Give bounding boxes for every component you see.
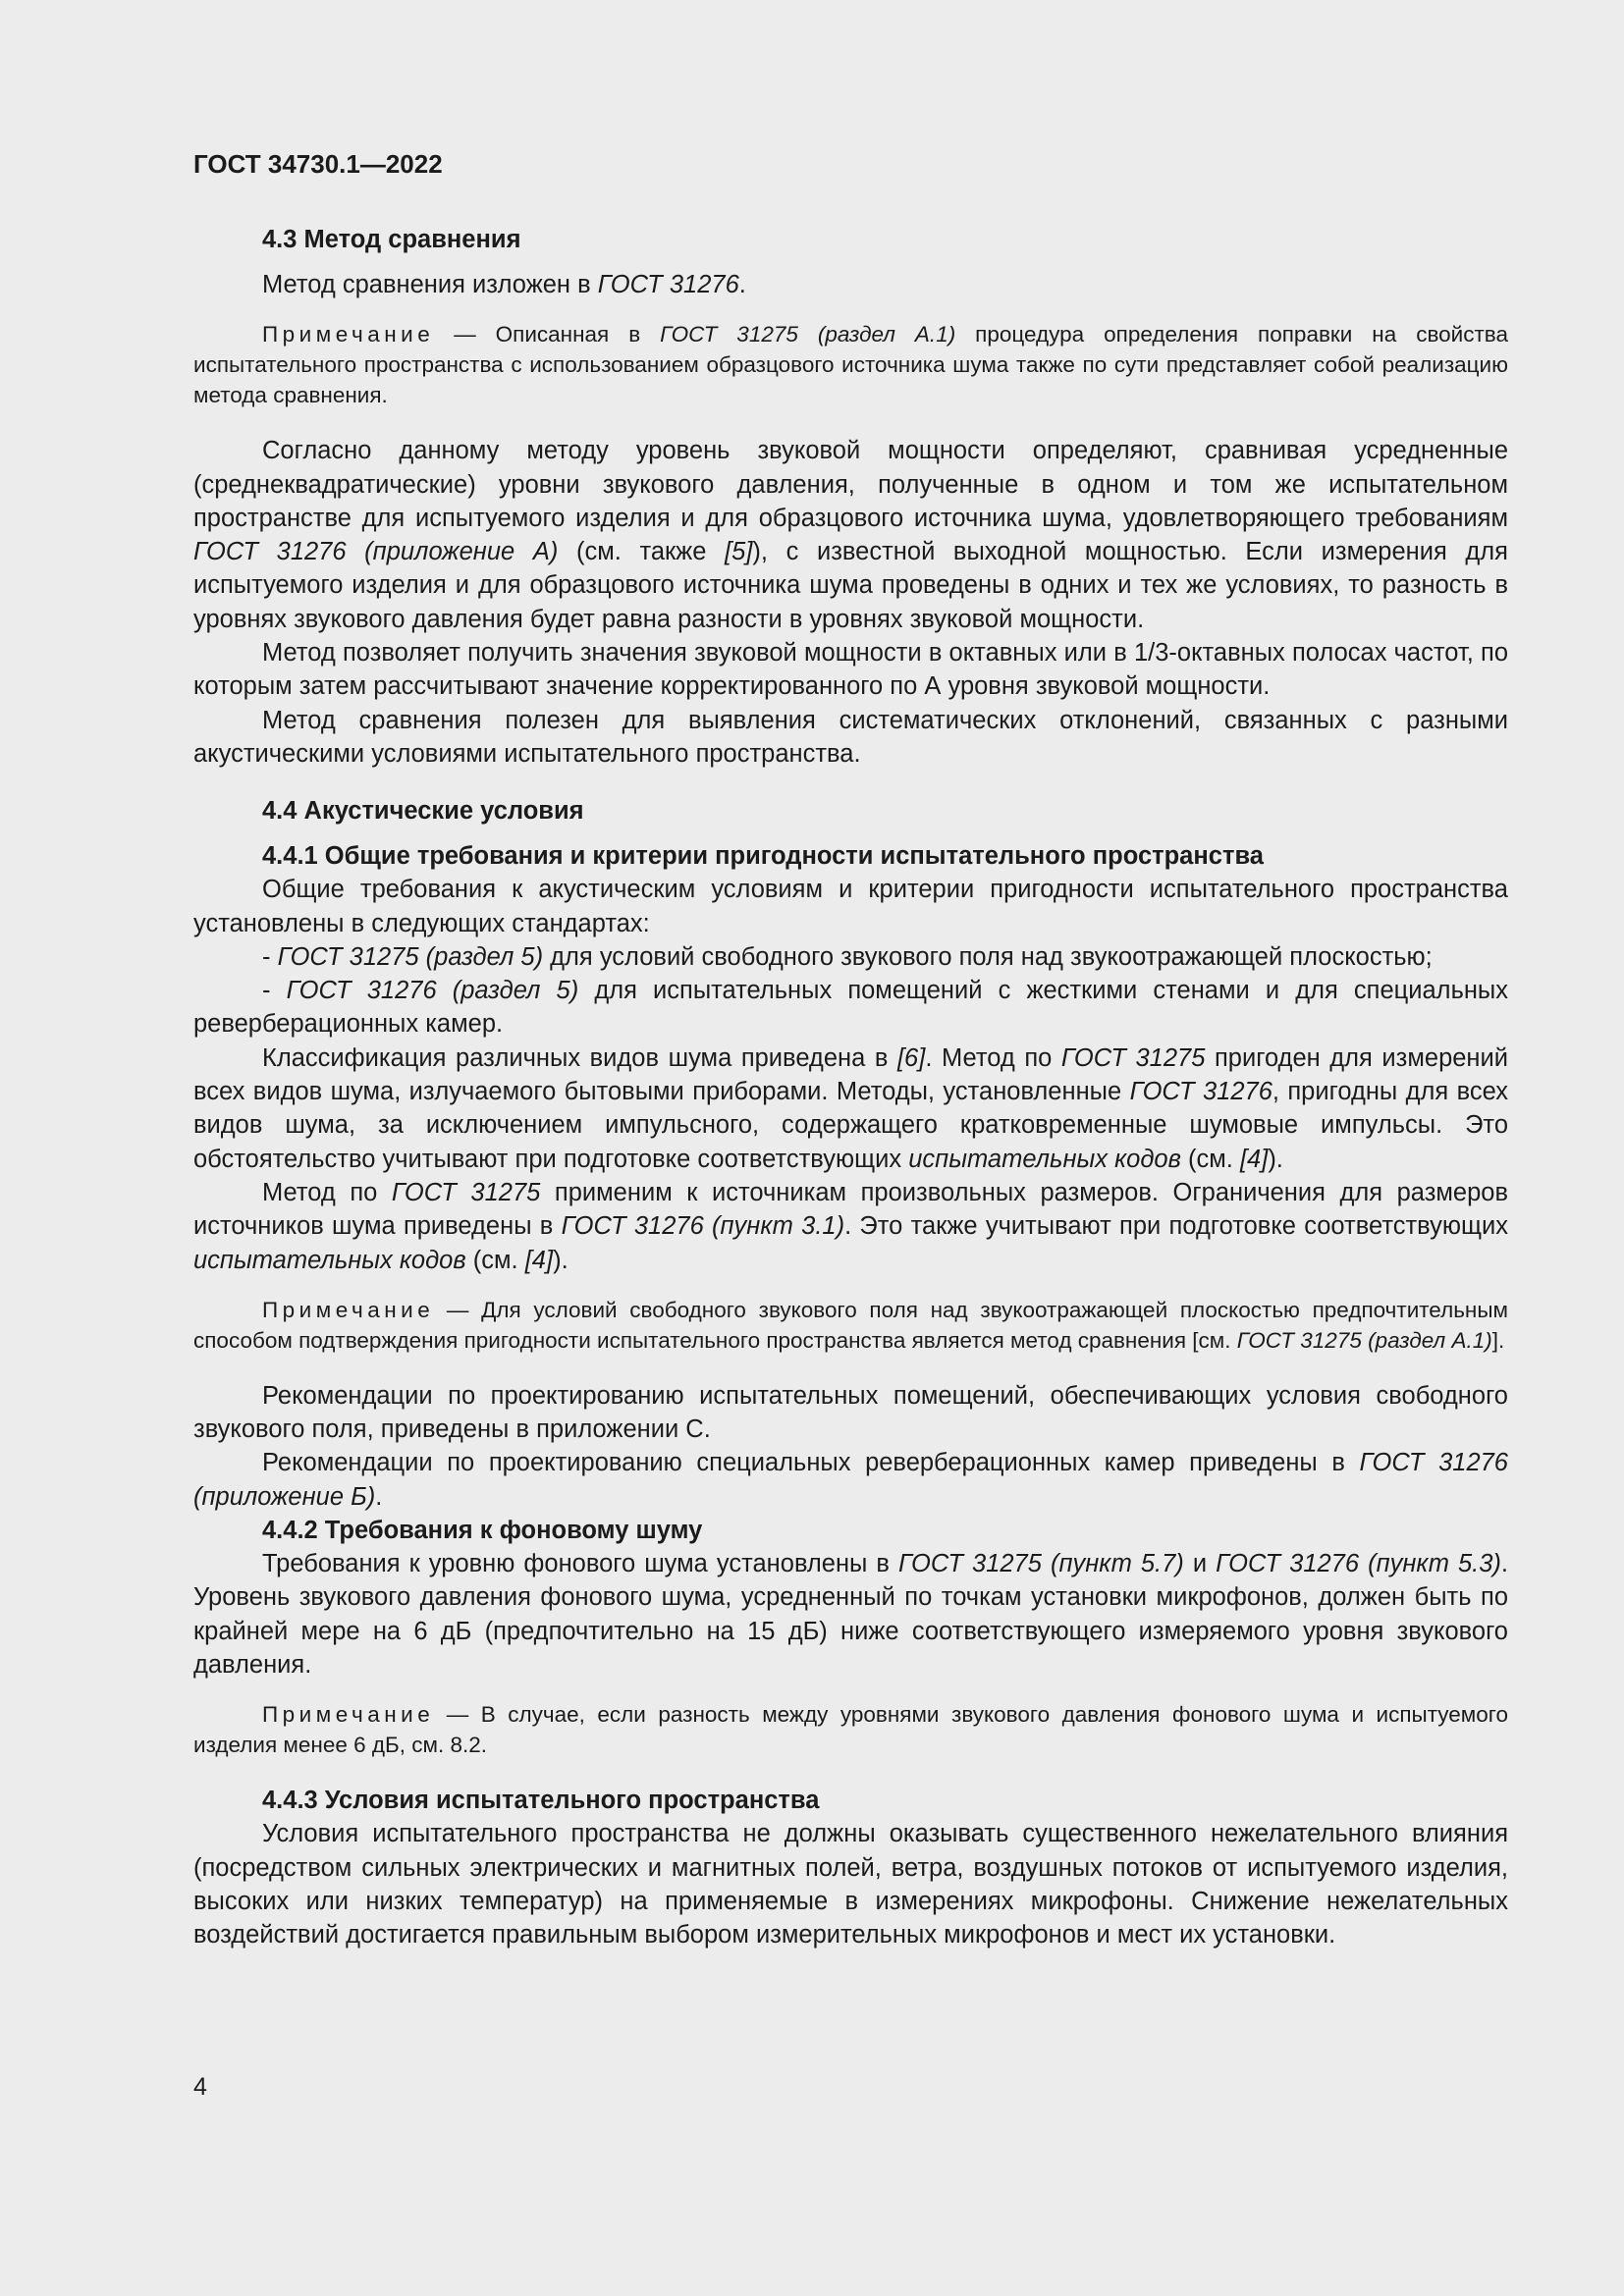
standard-reference: ГОСТ 31276 (приложение Б) (193, 1449, 1508, 1511)
standard-reference: ГОСТ 31276 (597, 271, 739, 298)
standard-reference: ГОСТ 31275 (1060, 1043, 1206, 1072)
section-4-4-1-paragraph-1: Общие требования к акустическим условиям и критерии пригодности испытательного пространства установлены в следующих стандартах: (193, 876, 1508, 937)
section-4-3-paragraph-3: Метод позволяет получить значения звуковой мощности в октавных или в 1/3-октавных полосах частот, по которым затем рассчитывают значение корректированного по А уровня звуковой мощности. (193, 639, 1508, 701)
section-4-4-1-paragraph-3: Метод по ГОСТ 31275 применим к источникам произвольных размеров. Ограничения для размеров источников шума приведены в ГОСТ 31276 (пункт 3.1). Это также учитывают при подготовке соответствующих испытательных кодов (см. [4]). (193, 1178, 1509, 1274)
section-4-3-note: Примечание — Описанная в ГОСТ 31275 (раздел А.1) процедура определения поправки на свойства испытательного пространства с использованием образцового источника шума также по сути представляет собой реализацию метода сравнения. (193, 322, 1508, 408)
section-4-3-heading: 4.3 Метод сравнения (262, 226, 521, 253)
standard-reference: ГОСТ 31275 (раздел 5) (277, 942, 544, 971)
section-4-4-1-note: Примечание — Для условий свободного звукового поля над звукоотражающей плоскостью предпочтительным способом подтверждения пригодности испытательного пространства является метод сравнения [см. ГОСТ 31275 (раздел А.1)]. (193, 1297, 1508, 1353)
standard-reference: ГОСТ 31275 (раздел А.1) (1236, 1327, 1492, 1353)
note-label: Примечание (262, 322, 435, 347)
standard-reference: ГОСТ 31276 (1129, 1078, 1272, 1106)
section-4-4-2-note: Примечание — В случае, если разность между уровнями звукового давления фонового шума и испытуемого изделия менее 6 дБ, см. 8.2. (193, 1702, 1508, 1758)
section-4-4-2-paragraph: Требования к уровню фонового шума установлены в ГОСТ 31275 (пункт 5.7) и ГОСТ 31276 (пункт 5.3). Уровень звукового давления фонового шума, усредненный по точкам установки микрофонов, должен быть по крайней мере на 6 дБ (предпочтительно на 15 дБ) ниже соответствующего измеряемого уровня звукового давления. (193, 1550, 1509, 1679)
list-item: - ГОСТ 31276 (раздел 5) для испытательных помещений с жесткими стенами и для специальных реверберационных камер. (193, 977, 1509, 1039)
standard-reference: ГОСТ 31276 (приложение А) (193, 538, 559, 566)
standard-reference: ГОСТ 31275 (391, 1178, 541, 1206)
note-label: Примечание (262, 1297, 435, 1322)
section-4-4-1-paragraph-5: Рекомендации по проектированию специальных реверберационных камер приведены в ГОСТ 31276 (приложение Б). (193, 1449, 1508, 1511)
bibliography-reference: [4] (1239, 1145, 1269, 1173)
standard-reference: ГОСТ 31276 (пункт 3.1) (561, 1212, 845, 1241)
term-reference: испытательных кодов (908, 1145, 1181, 1173)
document-id-header: ГОСТ 34730.1—2022 (193, 149, 443, 179)
section-4-4-1-heading: 4.4.1 Общие требования и критерии пригодности испытательного пространства (262, 842, 1264, 871)
note-label: Примечание (262, 1702, 435, 1728)
section-4-4-3-heading: 4.4.3 Условия испытательного пространства (262, 1787, 820, 1815)
section-4-3-paragraph-2: Согласно данному методу уровень звуковой мощности определяют, сравнивая усредненные (среднеквадратические) уровни звукового давления, полученные в одном и том же испытательном пространстве для испытуемого изделия и для образцового источника шума, удовлетворяющего требованиям ГОСТ 31276 (приложение А) (см. также [5]), с известной выходной мощностью. Если измерения для испытуемого изделия и для образцового источника шума проведены в одних и тех же условиях, то разность в уровнях звукового давления будет равна разности в уровнях звуковой мощности. (193, 437, 1508, 633)
standard-reference: ГОСТ 31275 (раздел А.1) (660, 322, 956, 347)
section-4-4-2-heading: 4.4.2 Требования к фоновому шуму (262, 1517, 703, 1545)
section-4-4-1-paragraph-2: Классификация различных видов шума приведена в [6]. Метод по ГОСТ 31275 пригоден для измерений всех видов шума, излучаемого бытовыми приборами. Методы, установленные ГОСТ 31276, пригодны для всех видов шума, за исключением импульсного, содержащего кратковременные шумовые импульсы. Это обстоятельство учитывают при подготовке соответствующих испытательных кодов (см. [4]). (193, 1043, 1509, 1173)
section-4-4-heading: 4.4 Акустические условия (262, 797, 584, 826)
section-4-3-paragraph-4: Метод сравнения полезен для выявления систематических отклонений, связанных с разными акустическими условиями испытательного пространства. (193, 706, 1508, 768)
bibliography-reference: [6] (896, 1043, 926, 1072)
section-4-3-paragraph-1: Метод сравнения изложен в ГОСТ 31276. (262, 271, 746, 298)
document-page (193, 147, 1508, 1951)
section-4-4-3-paragraph: Условия испытательного пространства не должны оказывать существенного нежелательного влияния (посредством сильных электрических и магнитных полей, ветра, воздушных потоков от испытуемого изделия, высоких или низких температур) на применяемые в измерениях микрофоны. Снижение нежелательных воздействий достигается правильным выбором измерительных микрофонов и мест их установки. (193, 1820, 1508, 1949)
term-reference: испытательных кодов (193, 1246, 466, 1274)
standard-reference: ГОСТ 31276 (раздел 5) (286, 977, 579, 1005)
section-4-4-1-paragraph-4: Рекомендации по проектированию испытательных помещений, обеспечивающих условия свободного звукового поля, приведены в приложении С. (193, 1381, 1508, 1444)
bibliography-reference: [5] (725, 538, 753, 566)
page-number: 4 (193, 2073, 207, 2101)
bibliography-reference: [4] (524, 1246, 554, 1274)
list-item: - ГОСТ 31275 (раздел 5) для условий свободного звукового поля над звукоотражающей плоскостью; (262, 942, 1433, 971)
standard-reference: ГОСТ 31275 (пункт 5.7) (897, 1550, 1184, 1578)
standard-reference: ГОСТ 31276 (пункт 5.3) (1216, 1550, 1501, 1578)
